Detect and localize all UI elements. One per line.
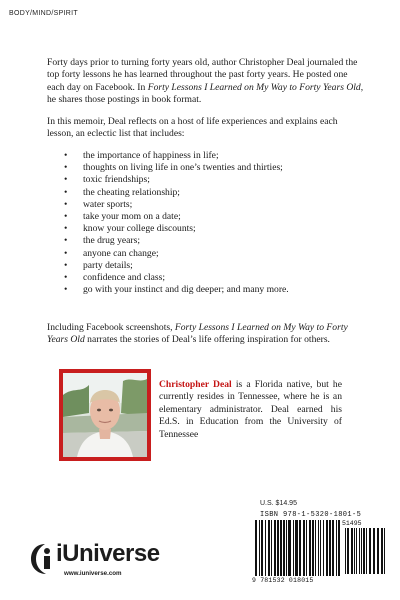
bullet-icon: • (64, 235, 68, 247)
intro-paragraph (47, 57, 365, 107)
barcode-bar (280, 520, 282, 576)
bullet-icon: • (64, 150, 68, 161)
barcode-bar (265, 520, 266, 576)
publisher-logo (30, 542, 200, 590)
barcode-bar (259, 520, 260, 576)
list-item-text: the cheating relationship; (83, 186, 180, 198)
closing-text-start: Including Facebook screenshots, (47, 322, 175, 333)
barcode-addon-bar (373, 528, 375, 574)
author-bio-text: is a Florida native, but he currently resides in Tennessee, where he is an elementary administrator. Deal earned his Ed.S. in Education from the University of Tennessee (159, 379, 342, 440)
author-bio (159, 379, 342, 441)
barcode-bar (274, 520, 276, 576)
closing-paragraph (47, 322, 365, 347)
barcode-bar (288, 520, 291, 576)
barcode-main-digits: 9 781532 018015 (252, 577, 314, 584)
intro-book-title: Forty Lessons I Learned on My Way to Forty Years Old, (147, 81, 364, 93)
barcode-bar (306, 520, 307, 576)
list-item-text: anyone can change; (83, 247, 159, 259)
list-item-text: know your college discounts; (83, 223, 196, 235)
lessons-list (64, 150, 364, 296)
barcode-bar (271, 520, 272, 576)
barcode-addon-bar (354, 528, 355, 574)
author-portrait-image (63, 373, 147, 457)
barcode-bar (326, 520, 328, 576)
list-item (64, 187, 364, 199)
list-item (64, 284, 364, 296)
barcode-addon-bar (361, 528, 362, 574)
barcode-bar (293, 520, 294, 576)
author-name: Christopher Deal (159, 379, 232, 390)
barcode-addon-bar (366, 528, 367, 574)
list-item (64, 223, 364, 235)
bullet-icon: • (64, 259, 68, 271)
bullet-icon: • (64, 223, 68, 235)
list-item (64, 235, 364, 247)
list-item (64, 162, 364, 174)
barcode-bar (268, 520, 270, 576)
barcode-bar (299, 520, 301, 576)
list-item-text: party details; (83, 259, 133, 271)
list-item (64, 174, 364, 186)
barcode-bar (295, 520, 298, 576)
barcode-addon-bar (369, 528, 371, 574)
category-label: BODY/MIND/SPIRIT (9, 10, 78, 17)
bullet-icon: • (64, 162, 68, 174)
list-item-text: thoughts on living life in one’s twenties and thirties; (83, 162, 283, 174)
list-item (64, 211, 364, 223)
barcode-addon-bar (377, 528, 379, 574)
closing-text-end: narrates the stories of Deal’s life offering inspiration for others. (84, 334, 330, 346)
barcode-addon-bar (351, 528, 353, 574)
bullet-icon: • (64, 174, 68, 186)
list-item-text: go with your instinct and dig deeper; and many more. (83, 284, 289, 296)
list-item-text: confidence and class; (83, 272, 166, 284)
list-item-text: the drug years; (83, 235, 141, 247)
barcode-addon-bar (356, 528, 357, 574)
publisher-name: iUniverse (56, 540, 160, 567)
barcode-addon-bar (359, 528, 360, 574)
list-item (64, 248, 364, 260)
publisher-url: www.iuniverse.com (64, 570, 122, 577)
barcode-bar (283, 520, 285, 576)
list-item-text: take your mom on a date; (83, 211, 181, 223)
barcode-addon-digits: 51495 (342, 520, 362, 527)
barcode-bar (303, 520, 305, 576)
barcode-bar (329, 520, 331, 576)
barcode-bar (312, 520, 314, 576)
barcode-bar (336, 520, 337, 576)
memoir-paragraph: In this memoir, Deal reflects on a host of life experiences and explains each lesson, an eclectic list that includes: (47, 116, 338, 140)
list-item (64, 150, 364, 162)
barcode-bar (255, 520, 257, 576)
bullet-icon: • (64, 284, 68, 296)
barcode-bar (320, 520, 321, 576)
barcode-bar (261, 520, 263, 576)
barcode-addon-bar (347, 528, 349, 574)
isbn-label: ISBN 978-1-5320-1801-5 (260, 511, 362, 519)
list-item-text: toxic friendships; (83, 174, 150, 186)
list-item-text: the importance of happiness in life; (83, 150, 219, 161)
barcode-addon-bar (363, 528, 365, 574)
bullet-icon: • (64, 211, 68, 223)
price-label: U.S. $14.95 (260, 500, 297, 507)
list-item (64, 199, 364, 211)
bullet-icon: • (64, 198, 68, 210)
barcode-bars-graphic (251, 520, 388, 578)
barcode (251, 520, 388, 584)
barcode-bar (309, 520, 311, 576)
barcode-addon-bar (381, 528, 383, 574)
list-item (64, 272, 364, 284)
barcode-addon-bar (384, 528, 385, 574)
barcode-bar (338, 520, 340, 576)
barcode-bar (318, 520, 319, 576)
barcode-addon-bar (345, 528, 346, 574)
barcode-bar (332, 520, 334, 576)
intro-text-end: he shares those postings in book format. (47, 94, 202, 106)
bullet-icon: • (64, 186, 68, 198)
barcode-bar (286, 520, 287, 576)
list-item-text: water sports; (83, 198, 133, 210)
closing-book-title: Forty Lessons I Learned on My Way to Forty Years Old (47, 322, 348, 346)
bullet-icon: • (64, 247, 68, 259)
barcode-bar (277, 520, 279, 576)
barcode-bar (315, 520, 316, 576)
bullet-icon: • (64, 272, 68, 284)
author-photo (59, 369, 151, 461)
intro-text-start: Forty days prior to turning forty years old, author Christopher Deal journaled the top forty lessons he has learned throughout the past forty years. He posted one each day on Facebook. In (47, 57, 358, 93)
barcode-bar (323, 520, 324, 576)
list-item (64, 260, 364, 272)
